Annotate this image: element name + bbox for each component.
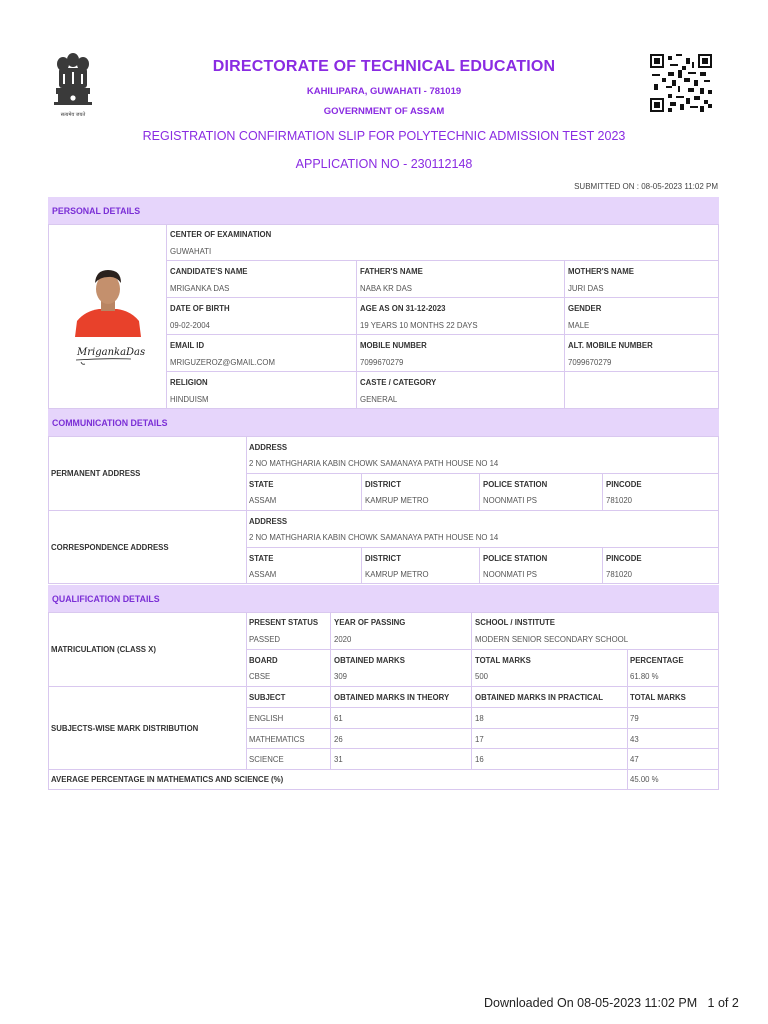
total-marks-value: 500: [475, 672, 489, 681]
gender-value: MALE: [568, 321, 590, 330]
correspondence-address-value: 2 NO MATHGHARIA KABIN CHOWK SAMANAYA PATH HOUSE NO 14: [249, 533, 499, 542]
permanent-address-label: ADDRESS: [249, 443, 288, 452]
alt-mobile-label: ALT. MOBILE NUMBER: [568, 341, 653, 350]
dob-label: DATE OF BIRTH: [170, 304, 230, 313]
permanent-address-row-label: PERMANENT ADDRESS: [51, 469, 141, 478]
present-status-label: PRESENT STATUS: [249, 618, 319, 627]
religion-label: RELIGION: [170, 378, 208, 387]
average-percentage-value: 45.00 %: [630, 775, 659, 784]
school-label: SCHOOL / INSTITUTE: [475, 618, 555, 627]
age-value: 19 YEARS 10 MONTHS 22 DAYS: [360, 321, 478, 330]
age-label: AGE AS ON 31-12-2023: [360, 304, 446, 313]
permanent-pincode-value: 781020: [606, 496, 633, 505]
correspondence-police-label: POLICE STATION: [483, 554, 548, 563]
section-personal-details: PERSONAL DETAILS: [48, 197, 719, 224]
table-row-practical: 18: [475, 714, 484, 723]
permanent-pincode-label: PINCODE: [606, 480, 642, 489]
candidate-name-value: MRIGANKA DAS: [170, 284, 230, 293]
correspondence-address-label: ADDRESS: [249, 517, 288, 526]
table-row-total: 43: [630, 735, 639, 744]
religion-value: HINDUISM: [170, 395, 209, 404]
permanent-police-value: NOONMATI PS: [483, 496, 538, 505]
downloaded-on: Downloaded On 08-05-2023 11:02 PM: [484, 996, 698, 1010]
permanent-state-label: STATE: [249, 480, 274, 489]
obtained-marks-value: 309: [334, 672, 348, 681]
year-of-passing-label: YEAR OF PASSING: [334, 618, 406, 627]
board-label: BOARD: [249, 656, 278, 665]
page-number: 1 of 2: [707, 996, 739, 1010]
section-qualification-details: QUALIFICATION DETAILS: [48, 585, 719, 612]
candidate-photo: [73, 265, 143, 337]
year-of-passing-value: 2020: [334, 635, 352, 644]
slip-title: REGISTRATION CONFIRMATION SLIP FOR POLYTECHNIC ADMISSION TEST 2023: [142, 129, 626, 143]
section-communication-details: COMMUNICATION DETAILS: [48, 409, 719, 436]
government-name: GOVERNMENT OF ASSAM: [323, 106, 445, 117]
correspondence-pincode-label: PINCODE: [606, 554, 642, 563]
board-value: CBSE: [249, 672, 271, 681]
table-row-subject: ENGLISH: [249, 714, 284, 723]
obtained-marks-label: OBTAINED MARKS: [334, 656, 405, 665]
gender-label: GENDER: [568, 304, 602, 313]
practical-marks-header: OBTAINED MARKS IN PRACTICAL: [475, 693, 604, 702]
correspondence-state-value: ASSAM: [249, 570, 277, 579]
table-row-theory: 26: [334, 735, 343, 744]
table-row-practical: 17: [475, 735, 484, 744]
center-label: CENTER OF EXAMINATION: [170, 230, 272, 239]
page-footer: [484, 996, 739, 1010]
svg-text:MrigankaDas: MrigankaDas: [77, 347, 146, 358]
father-name-value: NABA KR DAS: [360, 284, 412, 293]
theory-marks-header: OBTAINED MARKS IN THEORY: [334, 693, 450, 702]
subjects-row-label: SUBJECTS-WISE MARK DISTRIBUTION: [51, 724, 199, 733]
table-row-theory: 31: [334, 755, 343, 764]
percentage-value: 61.80 %: [630, 672, 659, 681]
subject-header: SUBJECT: [249, 693, 286, 702]
correspondence-police-value: NOONMATI PS: [483, 570, 538, 579]
correspondence-address-row-label: CORRESPONDENCE ADDRESS: [51, 543, 169, 552]
correspondence-district-label: DISTRICT: [365, 554, 401, 563]
subject-total-header: TOTAL MARKS: [630, 693, 686, 702]
table-row-total: 47: [630, 755, 639, 764]
mother-name-label: MOTHER'S NAME: [568, 267, 634, 276]
mobile-label: MOBILE NUMBER: [360, 341, 427, 350]
correspondence-state-label: STATE: [249, 554, 274, 563]
dob-value: 09-02-2004: [170, 321, 210, 330]
mother-name-value: JURI DAS: [568, 284, 604, 293]
correspondence-pincode-value: 781020: [606, 570, 633, 579]
correspondence-district-value: KAMRUP METRO: [365, 570, 429, 579]
percentage-label: PERCENTAGE: [630, 656, 684, 665]
matriculation-row-label: MATRICULATION (CLASS X): [51, 645, 156, 654]
page-title: DIRECTORATE OF TECHNICAL EDUCATION: [212, 58, 556, 75]
alt-mobile-value: 7099670279: [568, 358, 612, 367]
table-row-theory: 61: [334, 714, 343, 723]
svg-text:सत्यमेव जयते: सत्यमेव जयते: [60, 112, 86, 118]
directorate-address: KAHILIPARA, GUWAHATI - 781019: [306, 86, 462, 97]
permanent-district-label: DISTRICT: [365, 480, 401, 489]
center-value: GUWAHATI: [170, 247, 212, 256]
school-value: MODERN SENIOR SECONDARY SCHOOL: [475, 635, 629, 644]
submitted-on: SUBMITTED ON : 08-05-2023 11:02 PM: [574, 182, 718, 191]
permanent-police-label: POLICE STATION: [483, 480, 548, 489]
email-label: EMAIL ID: [170, 341, 205, 350]
table-row-practical: 16: [475, 755, 484, 764]
application-number: APPLICATION NO - 230112148: [295, 157, 473, 171]
average-percentage-label: AVERAGE PERCENTAGE IN MATHEMATICS AND SCIENCE (%): [51, 775, 284, 784]
candidate-name-label: CANDIDATE'S NAME: [170, 267, 248, 276]
table-row-subject: MATHEMATICS: [249, 735, 305, 744]
candidate-signature: [73, 340, 146, 366]
qr-code-icon: [650, 54, 712, 112]
father-name-label: FATHER'S NAME: [360, 267, 423, 276]
present-status-value: PASSED: [249, 635, 281, 644]
total-marks-label: TOTAL MARKS: [475, 656, 531, 665]
caste-label: CASTE / CATEGORY: [360, 378, 437, 387]
caste-value: GENERAL: [360, 395, 398, 404]
permanent-state-value: ASSAM: [249, 496, 277, 505]
table-row-subject: SCIENCE: [249, 755, 284, 764]
mobile-value: 7099670279: [360, 358, 404, 367]
email-value: MRIGUZEROZ@GMAIL.COM: [170, 358, 275, 367]
permanent-address-value: 2 NO MATHGHARIA KABIN CHOWK SAMANAYA PATH HOUSE NO 14: [249, 459, 499, 468]
table-row-total: 79: [630, 714, 639, 723]
permanent-district-value: KAMRUP METRO: [365, 496, 429, 505]
